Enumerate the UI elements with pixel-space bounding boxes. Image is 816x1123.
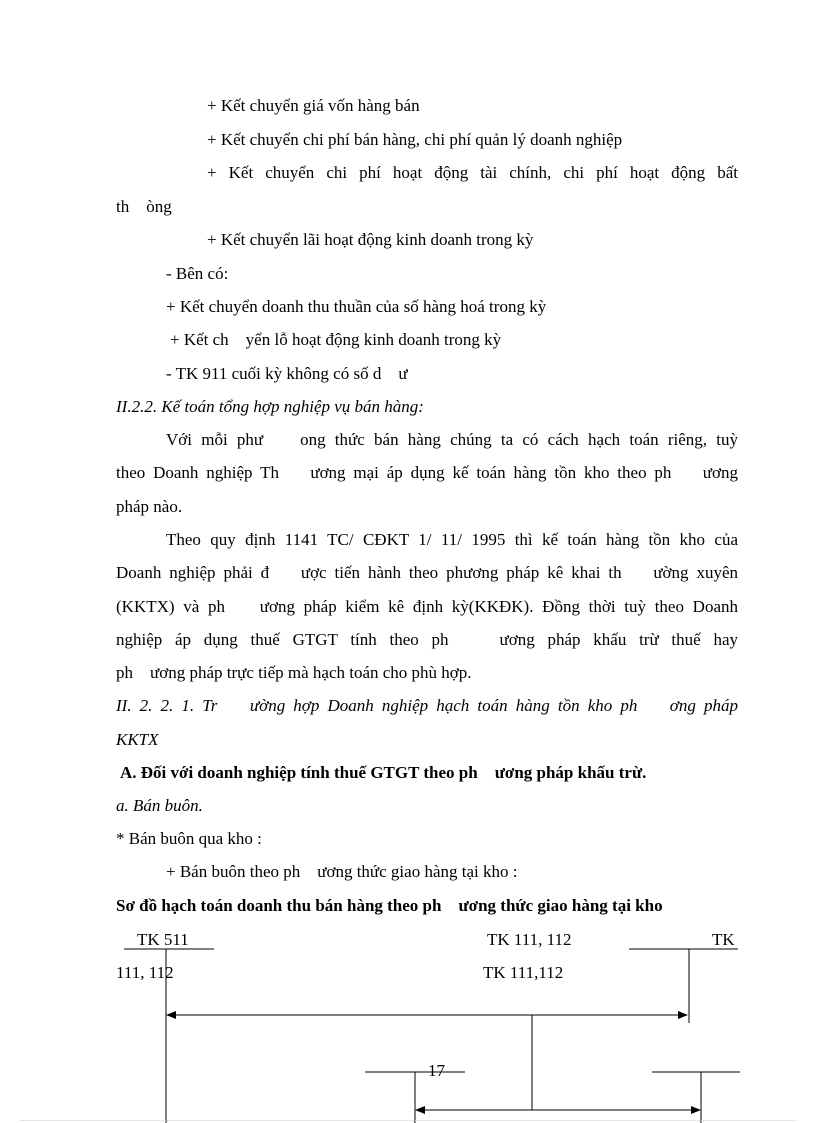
paragraph-line: ph ương pháp trực tiếp mà hạch toán cho phù hợp. [116,663,472,682]
diagram-title: Sơ đồ hạch toán doanh thu bán hàng theo ph ương thức giao hàng tại kho [116,896,663,915]
paragraph-line: (KKTX) và ph ương pháp kiểm kê định kỳ(KKĐK). Đồng thời tuỳ theo Doanh [116,597,738,616]
paragraph-line: nghiệp áp dụng thuế GTGT tính theo ph ương pháp khấu trừ thuế hay [116,630,738,649]
subheading: a. Bán buôn. [116,796,203,815]
subheading: A. Đối với doanh nghiệp tính thuế GTGT theo ph ương pháp khấu trừ. [120,763,647,782]
section-heading: KKTX [116,730,159,749]
text-line: - TK 911 cuối kỳ không có số d ư [166,364,408,383]
paragraph-line: Theo quy định 1141 TC/ CĐKT 1/ 11/ 1995 thì kế toán hàng tồn kho của [166,530,738,549]
account-label-111-112: 111, 112 [116,963,174,982]
section-heading: II.2.2. Kế toán tổng hợp nghiệp vụ bán hàng: [116,397,424,416]
arrowhead-right-2 [691,1106,701,1114]
arrowhead-left-2 [415,1106,425,1114]
page-bottom-dots [20,1120,796,1121]
text-line: + Kết chuyển chi phí bán hàng, chi phí quản lý doanh nghiệp [207,130,623,149]
text-line: + Kết ch yển lỗ hoạt động kinh doanh trong kỳ [170,330,502,349]
paragraph-line: pháp nào. [116,497,183,516]
text-line: + Kết chuyển doanh thu thuần của số hàng hoá trong kỳ [166,297,547,316]
account-label-tk111112: TK 111,112 [483,963,564,982]
text-line: * Bán buôn qua kho : [116,829,262,848]
text-line: + Bán buôn theo ph ương thức giao hàng tại kho : [166,862,518,881]
text-line: + Kết chuyển giá vốn hàng bán [207,96,420,115]
text-line: + Kết chuyển lãi hoạt động kinh doanh trong kỳ [207,230,534,249]
text-line: th òng [116,197,172,216]
account-label-tk111-112: TK 111, 112 [487,930,572,949]
paragraph-line: theo Doanh nghiệp Th ương mại áp dụng kế toán hàng tồn kho theo ph ương [116,463,738,482]
account-label-tk511: TK 511 [137,930,189,949]
text-line: - Bên có: [166,264,229,283]
text-line: + Kết chuyển chi phí hoạt động tài chính, chi phí hoạt động bất [207,163,738,182]
arrowhead-left [166,1011,176,1019]
paragraph-line: Doanh nghiệp phải đ ược tiến hành theo phương pháp kê khai th ường xuyên [116,563,738,582]
account-label-tk: TK [712,930,735,949]
section-heading: II. 2. 2. 1. Tr ường hợp Doanh nghiệp hạch toán hàng tồn kho ph ơng pháp [116,696,738,715]
page-number: 17 [428,1061,445,1080]
paragraph-line: Với mỗi phư ong thức bán hàng chúng ta có cách hạch toán riêng, tuỳ [166,430,738,449]
